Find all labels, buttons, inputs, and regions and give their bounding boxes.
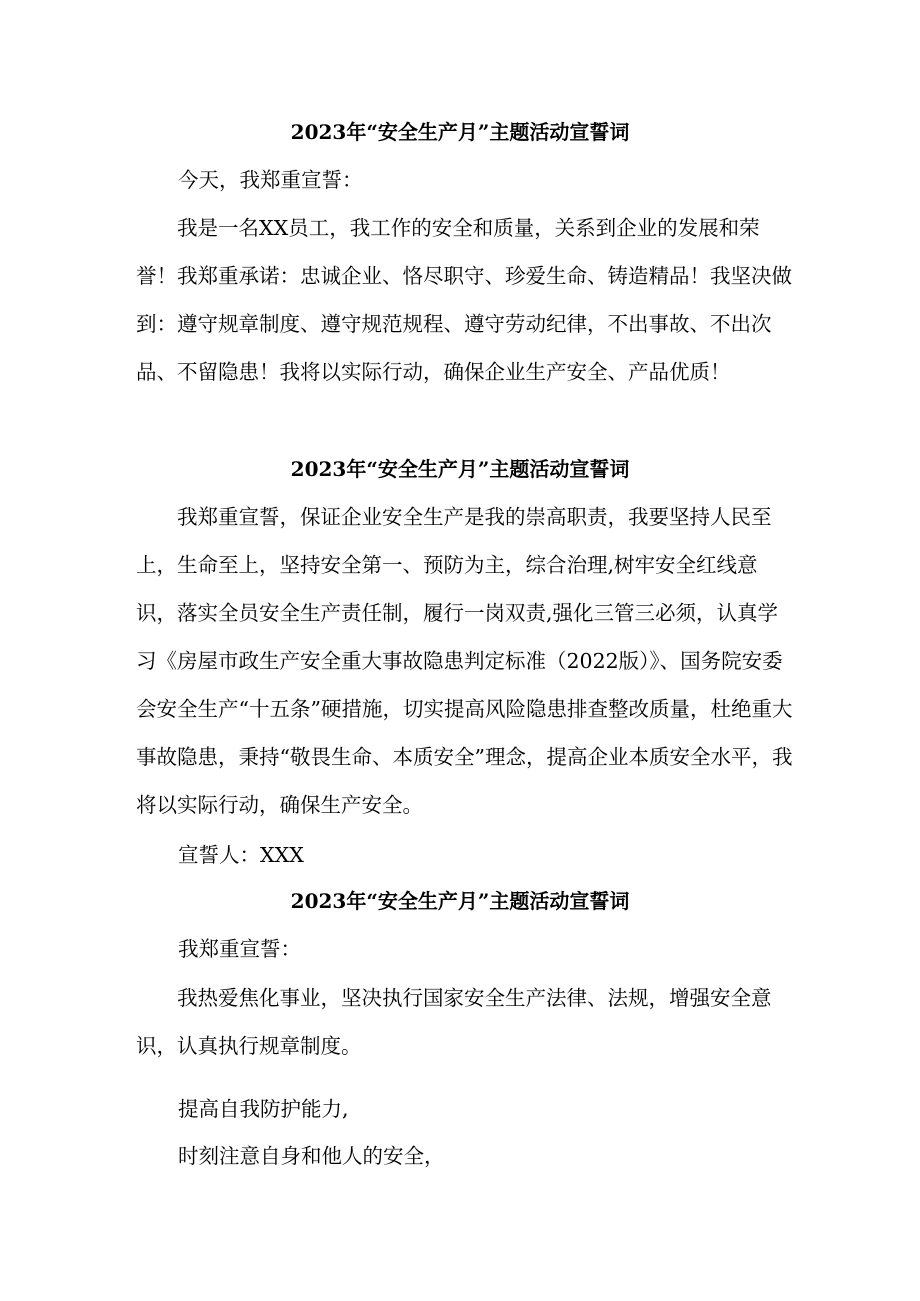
section-3-line-1: 提高自我防护能力,	[178, 1097, 349, 1121]
section-3-opening: 我郑重宣誓：	[178, 937, 301, 961]
section-2-body: 我郑重宣誓，保证企业安全生产是我的崇高职责，我要坚持人民至上，生命至上，坚持安全第一、预防为主，综合治理,树牢安全红线意识，落实全员安全生产责任制，履行一岗双责,强化三管三必须，认真学习《房屋市政生产安全重大事故隐患判定标准（2022版）》、国务院安委会安全生产“十五条”硬措施，切实提高风险隐患排查整改质量，杜绝重大事故隐患，秉持“敬畏生命、本质安全”理念，提高企业本质安全水平，我将以实际行动，确保生产安全。	[136, 505, 793, 817]
section-3-body: 我热爱焦化事业，坚决执行国家安全生产法律、法规，增强安全意识，认真执行规章制度。	[136, 986, 772, 1058]
section-1-body: 我是一名XX员工，我工作的安全和质量，关系到企业的发展和荣誉！我郑重承诺：忠诚企业、恪尽职守、珍爱生命、铸造精品！我坚决做到：遵守规章制度、遵守规范规程、遵守劳动纪律，不出事故、不出次品、不留隐患！我将以实际行动，确保企业生产安全、产品优质！	[136, 216, 792, 384]
section-2-signature: 宣誓人：XXX	[178, 843, 304, 867]
section-2-title: 2023年“安全生产月”主题活动宣誓词	[290, 457, 630, 481]
section-1-opening: 今天，我郑重宣誓：	[178, 168, 363, 192]
section-1-title: 2023年“安全生产月”主题活动宣誓词	[290, 120, 630, 144]
section-3-line-2: 时刻注意自身和他人的安全，	[178, 1144, 445, 1168]
section-3-title: 2023年“安全生产月”主题活动宣誓词	[290, 889, 630, 913]
